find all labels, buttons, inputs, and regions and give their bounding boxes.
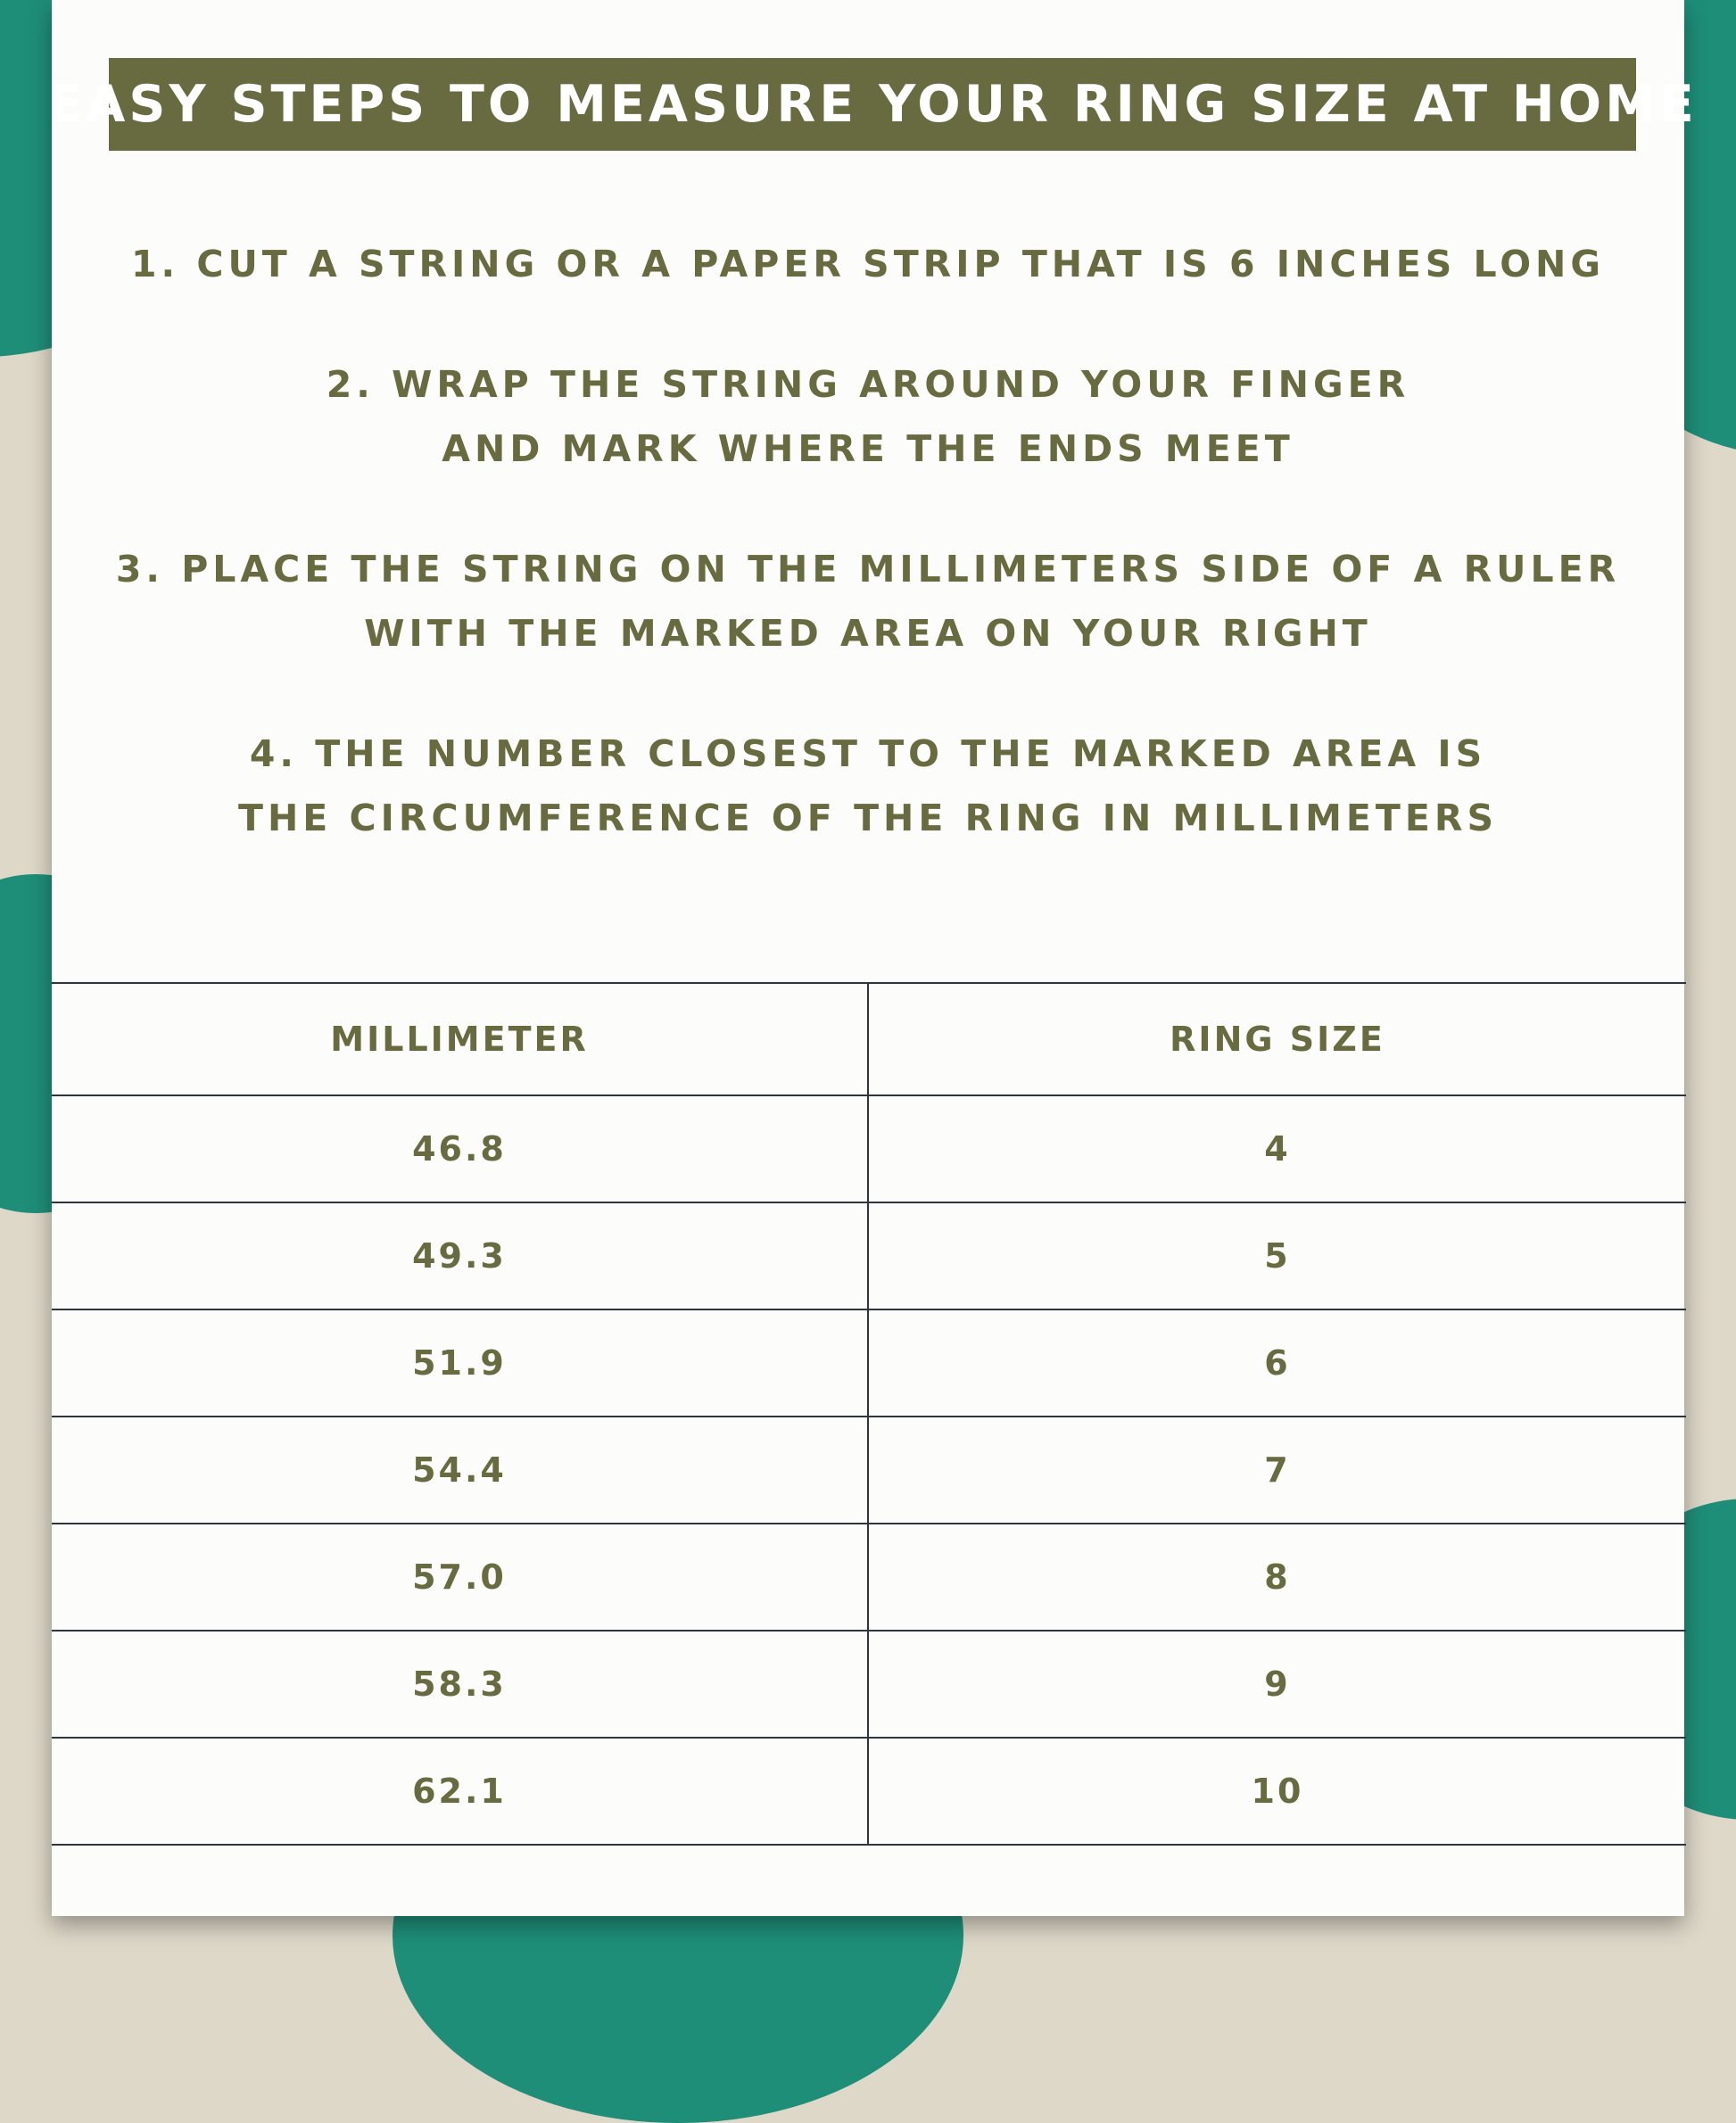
step-line: THE CIRCUMFERENCE OF THE RING IN MILLIMETERS (238, 797, 1498, 839)
ring-size-cell: 8 (868, 1524, 1686, 1631)
step-line: AND MARK WHERE THE ENDS MEET (442, 427, 1294, 470)
table-row (52, 1309, 1686, 1417)
header-millimeter: MILLIMETER (52, 983, 868, 1095)
ring-size-cell: 9 (868, 1631, 1686, 1738)
table-row (52, 1417, 1686, 1524)
ring-size-cell: 10 (868, 1738, 1686, 1845)
step-4 (52, 722, 1684, 850)
ring-size-cell: 6 (868, 1309, 1686, 1417)
step-1 (52, 232, 1684, 296)
table-row (52, 1524, 1686, 1631)
title-banner (47, 58, 1698, 151)
ring-size-card (47, 0, 1698, 1916)
step-line: WITH THE MARKED AREA ON YOUR RIGHT (364, 612, 1372, 655)
table-row (52, 1738, 1686, 1845)
step-line: 3. PLACE THE STRING ON THE MILLIMETERS SIDE OF A RULER (115, 548, 1621, 591)
ring-size-cell: 4 (868, 1095, 1686, 1202)
header-ring-size: RING SIZE (868, 983, 1686, 1095)
page-title: EASY STEPS TO MEASURE YOUR RING SIZE AT HOME (47, 75, 1698, 134)
steps-list (52, 232, 1684, 906)
ring-size-cell: 5 (868, 1202, 1686, 1309)
table-row (52, 1095, 1686, 1202)
millimeter-cell: 62.1 (52, 1738, 868, 1845)
step-line: 2. WRAP THE STRING AROUND YOUR FINGER (326, 363, 1410, 406)
table-row (52, 1631, 1686, 1738)
table-header-row (52, 983, 1686, 1095)
step-line: 1. CUT A STRING OR A PAPER STRIP THAT IS 6 INCHES LONG (130, 243, 1606, 285)
ring-size-table (52, 982, 1686, 1846)
millimeter-cell: 54.4 (52, 1417, 868, 1524)
ring-size-cell: 7 (868, 1417, 1686, 1524)
table-row (52, 1202, 1686, 1309)
millimeter-cell: 58.3 (52, 1631, 868, 1738)
step-3 (52, 537, 1684, 665)
step-line: 4. THE NUMBER CLOSEST TO THE MARKED AREA IS (249, 732, 1487, 775)
step-2 (52, 352, 1684, 481)
millimeter-cell: 51.9 (52, 1309, 868, 1417)
millimeter-cell: 57.0 (52, 1524, 868, 1631)
millimeter-cell: 49.3 (52, 1202, 868, 1309)
millimeter-cell: 46.8 (52, 1095, 868, 1202)
